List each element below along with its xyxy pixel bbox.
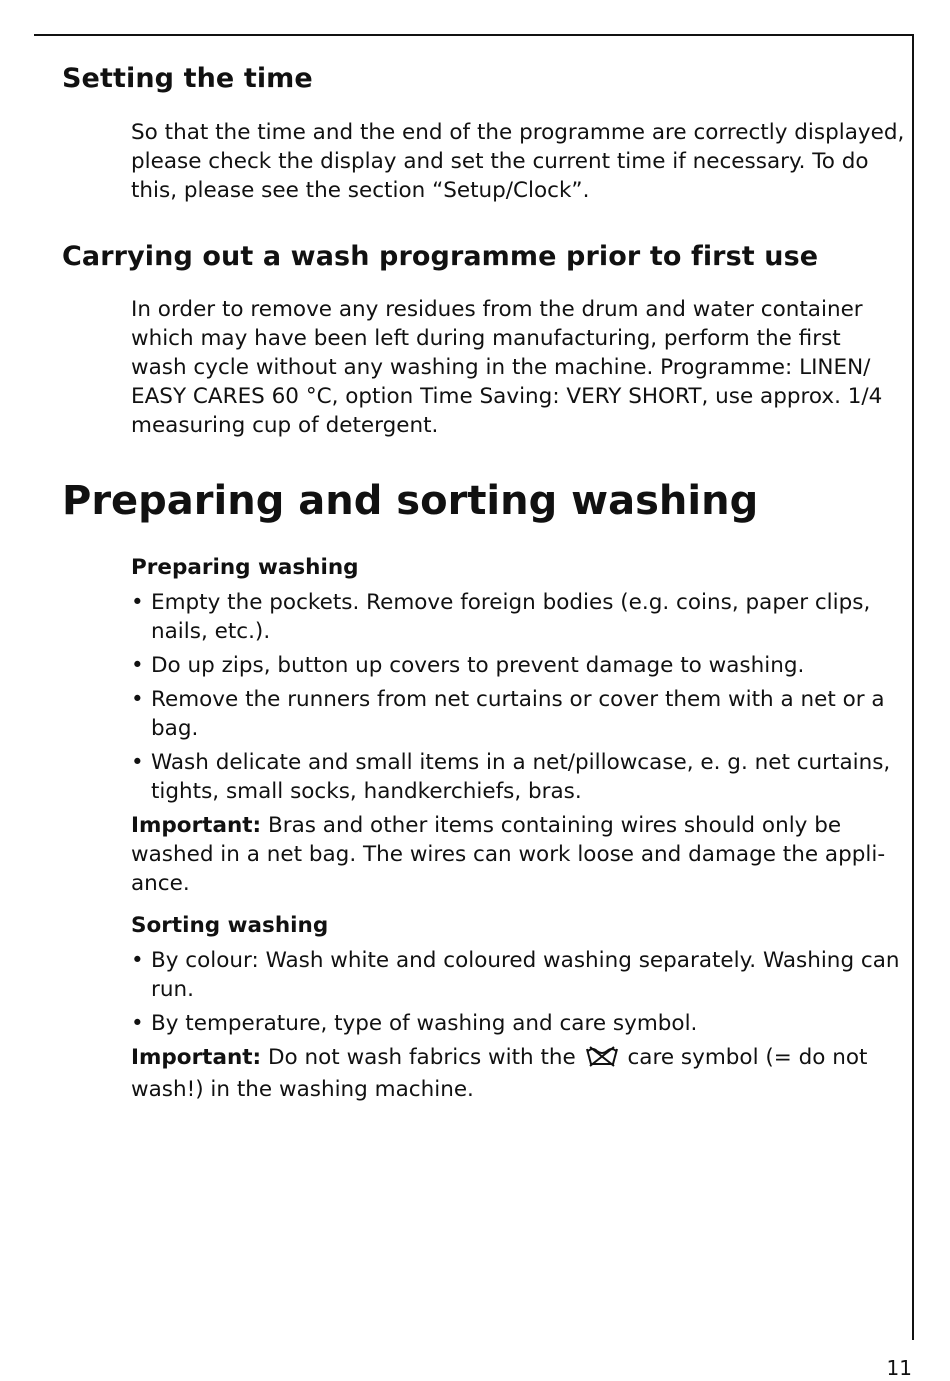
important-label: Important: [131, 813, 262, 838]
heading-sorting-washing: Sorting washing [131, 913, 329, 938]
chapter-title: Preparing and sorting washing [62, 478, 759, 524]
text-line: So that the time and the end of the programme are correctly displayed, [131, 120, 905, 145]
list-item [131, 685, 901, 743]
list-item [131, 748, 901, 806]
bullet-dot: • [131, 687, 144, 712]
text-line: measuring cup of detergent. [131, 413, 439, 438]
list-item [131, 1009, 901, 1038]
text-line: this, please see the section “Setup/Clock”. [131, 178, 590, 203]
bullet-dot: • [131, 750, 144, 775]
text-line: tights, small socks, handkerchiefs, bras. [151, 779, 582, 804]
text-line: Remove the runners from net curtains or cover them with a net or a [151, 687, 885, 712]
heading-preparing-washing: Preparing washing [131, 555, 359, 580]
sorting-bullet-list [131, 946, 901, 1038]
text-line: Wash delicate and small items in a net/pillowcase, e. g. net curtains, [151, 750, 891, 775]
bullet-dot: • [131, 590, 144, 615]
first-use-paragraph [131, 295, 901, 440]
text-line: In order to remove any residues from the drum and water container [131, 297, 863, 322]
preparing-important-note [131, 811, 901, 898]
list-item [131, 651, 901, 680]
bullet-dot: • [131, 1011, 144, 1036]
text-line: Do up zips, button up covers to prevent damage to washing. [151, 653, 805, 678]
text-line: EASY CARES 60 °C, option Time Saving: VERY SHORT, use approx. 1/4 [131, 384, 883, 409]
important-text: Do not wash fabrics with the [261, 1045, 576, 1070]
text-line: which may have been left during manufacturing, perform the first [131, 326, 841, 351]
text-line: By colour: Wash white and coloured washing separately. Washing can [151, 948, 900, 973]
text-line: nails, etc.). [151, 619, 271, 644]
text-line: By temperature, type of washing and care symbol. [151, 1011, 698, 1036]
setting-time-paragraph [131, 118, 905, 205]
top-rule [34, 34, 914, 36]
heading-first-use: Carrying out a wash programme prior to first use [62, 241, 819, 272]
important-text: Bras and other items containing wires should only be [261, 813, 842, 838]
preparing-list-block [131, 588, 901, 898]
right-rule [912, 34, 914, 1340]
important-text-after-icon: care symbol (= do not [627, 1045, 868, 1070]
text-line: washed in a net bag. The wires can work loose and damage the appli- [131, 842, 886, 867]
text-line: ance. [131, 871, 190, 896]
bullet-dot: • [131, 653, 144, 678]
text-line: bag. [151, 716, 199, 741]
do-not-wash-icon [585, 1045, 619, 1075]
text-line: wash cycle without any washing in the machine. Programme: LINEN/ [131, 355, 871, 380]
text-line [131, 811, 901, 840]
important-label: Important: [131, 1045, 262, 1070]
text-line [131, 1043, 901, 1075]
list-item [131, 588, 901, 646]
text-line: wash!) in the washing machine. [131, 1077, 474, 1102]
list-item [131, 946, 901, 1004]
sorting-important-note [131, 1043, 901, 1104]
sorting-list-block [131, 946, 901, 1104]
text-line: Empty the pockets. Remove foreign bodies (e.g. coins, paper clips, [151, 590, 871, 615]
page-number: 11 [886, 1356, 912, 1380]
text-line: run. [151, 977, 194, 1002]
heading-setting-the-time: Setting the time [62, 63, 313, 94]
bullet-dot: • [131, 948, 144, 973]
text-line: please check the display and set the current time if necessary. To do [131, 149, 869, 174]
preparing-bullet-list [131, 588, 901, 806]
